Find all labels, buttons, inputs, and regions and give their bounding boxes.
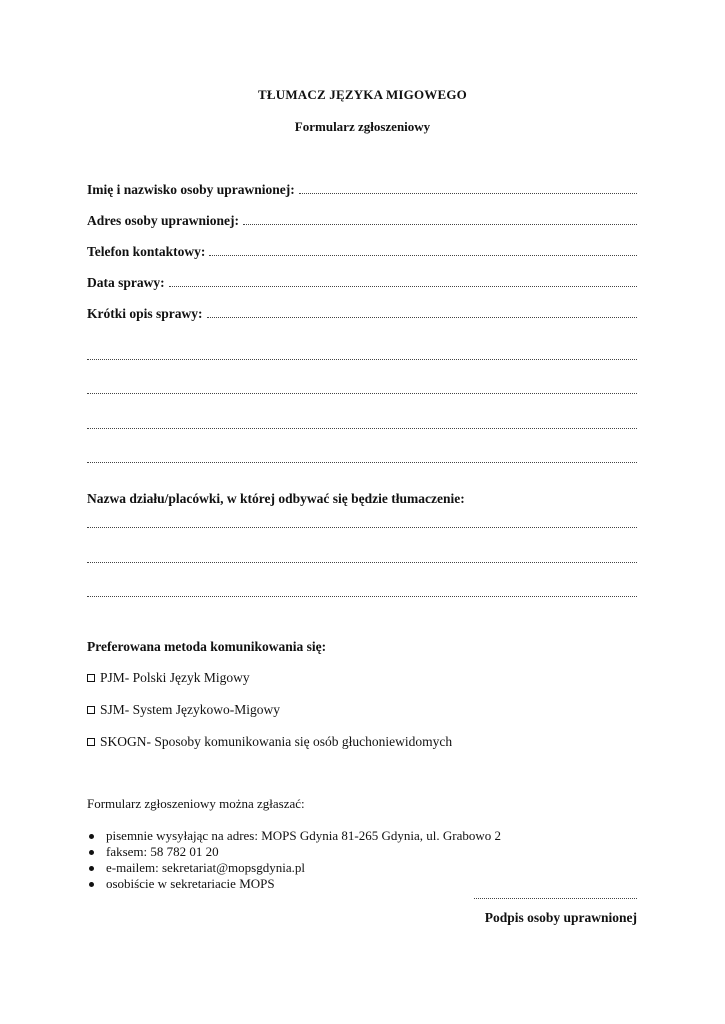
description-field-label: Krótki opis sprawy: <box>87 306 203 321</box>
communication-heading: Preferowana metoda komunikowania się: <box>87 639 327 654</box>
form-subtitle: Formularz zgłoszeniowy <box>294 119 431 134</box>
description-field[interactable] <box>87 306 637 322</box>
description-field-line[interactable] <box>207 317 637 318</box>
method-email: e-mailem: sekretariat@mopsgdynia.pl <box>106 860 305 875</box>
option-sjm-label: SJM- System Językowo-Migowy <box>100 702 281 717</box>
description-line[interactable] <box>87 462 637 463</box>
submission-intro: Formularz zgłoszeniowy można zgłaszać: <box>87 796 305 811</box>
bullet-icon <box>89 834 94 839</box>
department-heading: Nazwa działu/placówki, w której odbywać się będzie tłumaczenie: <box>87 491 465 506</box>
address-field-label: Adres osoby uprawnionej: <box>87 213 240 228</box>
name-field-label: Imię i nazwisko osoby uprawnionej: <box>87 182 295 197</box>
option-pjm-label: PJM- Polski Język Migowy <box>100 670 250 685</box>
method-post: pisemnie wysyłając na adres: MOPS Gdynia 81-265 Gdynia, ul. Grabowo 2 <box>106 828 501 843</box>
description-line[interactable] <box>87 393 637 394</box>
option-sjm[interactable] <box>87 702 280 718</box>
address-field-line[interactable] <box>243 224 637 225</box>
date-field-label: Data sprawy: <box>87 275 165 290</box>
method-fax: faksem: 58 782 01 20 <box>106 844 219 859</box>
name-field[interactable] <box>87 182 637 198</box>
list-item <box>87 876 501 892</box>
list-item <box>87 828 501 844</box>
checkbox-icon[interactable] <box>87 706 95 714</box>
signature-label: Podpis osoby uprawnionej <box>484 910 637 925</box>
department-line[interactable] <box>87 527 637 528</box>
list-item <box>87 844 501 860</box>
bullet-icon <box>89 882 94 887</box>
option-skogn-label: SKOGN- Sposoby komunikowania się osób głuchoniewidomych <box>100 734 453 749</box>
method-in-person: osobiście w sekretariacie MOPS <box>106 876 275 891</box>
checkbox-icon[interactable] <box>87 674 95 682</box>
address-field[interactable] <box>87 213 637 229</box>
page-title: TŁUMACZ JĘZYKA MIGOWEGO <box>257 87 467 102</box>
option-skogn[interactable] <box>87 734 452 750</box>
date-field-line[interactable] <box>169 286 637 287</box>
description-line[interactable] <box>87 428 637 429</box>
bullet-icon <box>89 850 94 855</box>
phone-field-line[interactable] <box>209 255 637 256</box>
bullet-icon <box>89 866 94 871</box>
description-line[interactable] <box>87 359 637 360</box>
submission-methods-list <box>87 828 501 892</box>
name-field-line[interactable] <box>299 193 637 194</box>
list-item <box>87 860 501 876</box>
date-field[interactable] <box>87 275 637 291</box>
signature-line[interactable] <box>474 898 637 899</box>
phone-field-label: Telefon kontaktowy: <box>87 244 206 259</box>
department-line[interactable] <box>87 596 637 597</box>
phone-field[interactable] <box>87 244 637 260</box>
checkbox-icon[interactable] <box>87 738 95 746</box>
department-line[interactable] <box>87 562 637 563</box>
option-pjm[interactable] <box>87 670 250 686</box>
